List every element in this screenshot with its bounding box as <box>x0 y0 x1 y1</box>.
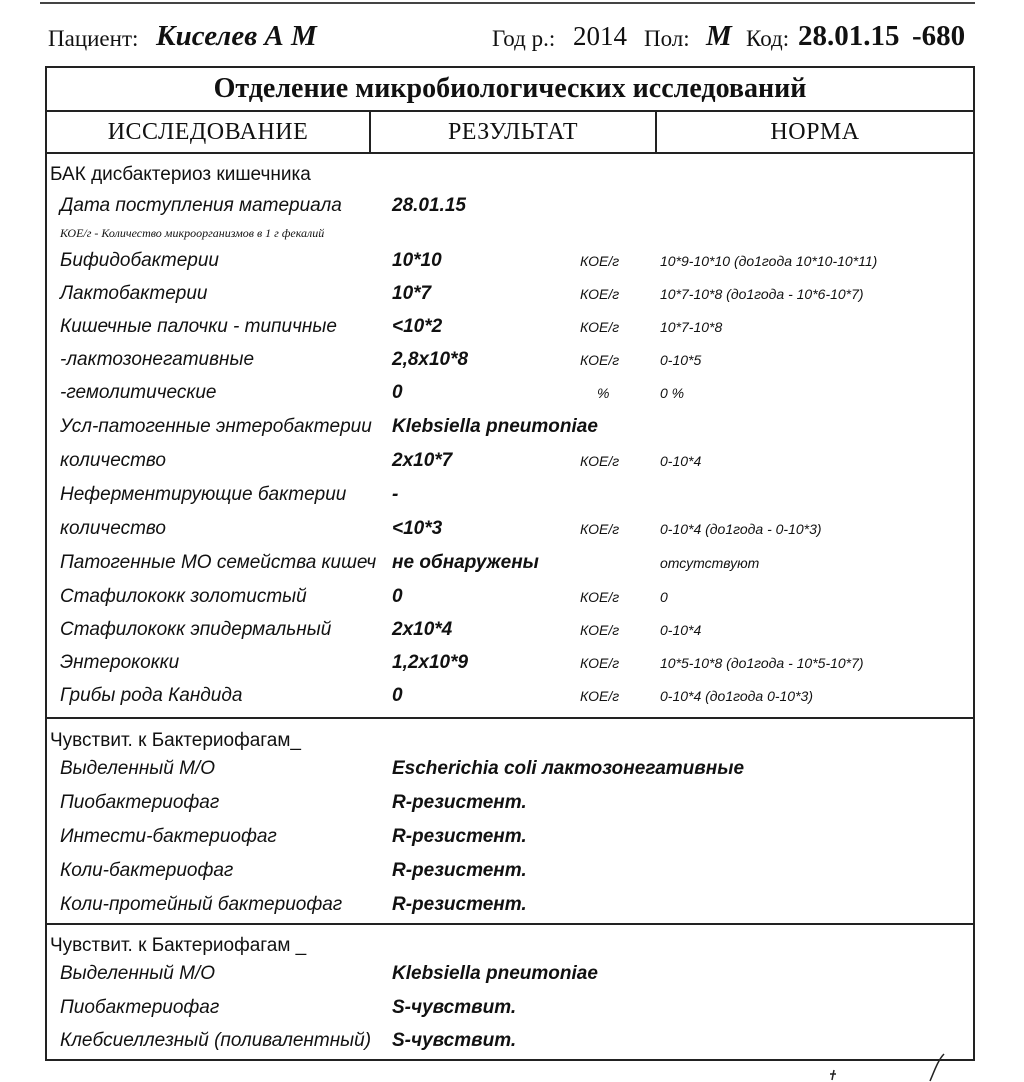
row-norm: 0 <box>660 589 668 605</box>
table-row <box>0 416 1024 446</box>
row-value: 10*10 <box>392 250 442 271</box>
row-value: - <box>392 484 399 505</box>
row-value: R-резистент. <box>392 894 527 915</box>
row-value: R-резистент. <box>392 792 527 813</box>
row-value: 2x10*4 <box>392 619 453 640</box>
row-name: Кишечные палочки - типичные <box>60 316 337 337</box>
column-header-study: ИССЛЕДОВАНИЕ <box>45 110 371 154</box>
row-value: Escherichia coli лактозонегативные <box>392 758 745 779</box>
table-row <box>0 518 1024 548</box>
row-name: количество <box>60 450 166 471</box>
row-value: 2x10*7 <box>392 450 453 471</box>
patient-label: Пациент: <box>48 26 139 51</box>
table-row <box>0 685 1024 715</box>
row-unit: КОЕ/г <box>580 319 620 335</box>
unit-note: КОЕ/г - Количество микроорганизмов в 1 г фекалий <box>60 226 325 240</box>
row-name: -лактозонегативные <box>60 349 255 370</box>
table-row <box>0 586 1024 616</box>
row-name: -гемолитические <box>60 382 217 403</box>
row-unit: КОЕ/г <box>580 453 620 469</box>
row-norm: 0-10*4 (до1года 0-10*3) <box>660 688 813 704</box>
row-name: Стафилококк золотистый <box>60 586 307 607</box>
row-name: Энтерококки <box>60 652 180 673</box>
row-value: не обнаружены <box>392 552 539 573</box>
row-norm: 0-10*4 (до1года - 0-10*3) <box>660 521 822 537</box>
row-value: 0 <box>392 382 403 403</box>
row-name: Бифидобактерии <box>60 250 219 271</box>
table-row <box>0 894 1024 924</box>
table-row <box>0 349 1024 379</box>
section-title: БАК дисбактериоз кишечника <box>50 164 311 185</box>
row-name: Выделенный М/О <box>60 758 215 779</box>
row-norm: 0-10*4 <box>660 453 702 469</box>
table-row <box>0 652 1024 682</box>
table-row <box>0 484 1024 514</box>
row-name: Стафилококк эпидермальный <box>60 619 332 640</box>
row-value: S-чувствит. <box>392 1030 517 1051</box>
table-row <box>0 250 1024 280</box>
row-name: Интести-бактериофаг <box>60 826 277 847</box>
row-value: Klebsiella pneumoniae <box>392 416 598 437</box>
column-header-result: РЕЗУЛЬТАТ <box>369 110 657 154</box>
row-value: <10*3 <box>392 518 443 539</box>
department-title: Отделение микробиологических исследований <box>45 66 975 112</box>
row-value: <10*2 <box>392 316 443 337</box>
section-title: Чувствит. к Бактериофагам_ <box>50 730 301 751</box>
table-row <box>0 316 1024 346</box>
row-norm: 0-10*5 <box>660 352 702 368</box>
table-row <box>0 552 1024 582</box>
row-value: S-чувствит. <box>392 997 517 1018</box>
table-row <box>0 450 1024 480</box>
row-value: Klebsiella pneumoniae <box>392 963 598 984</box>
row-unit: КОЕ/г <box>580 589 620 605</box>
row-norm: 10*7-10*8 <box>660 319 723 335</box>
birth-year-value: 2014 <box>573 21 627 51</box>
row-value: 0 <box>392 586 403 607</box>
section-title: Чувствит. к Бактериофагам _ <box>50 935 307 956</box>
row-value: 1,2x10*9 <box>392 652 469 673</box>
row-name: Усл-патогенные энтеробактерии <box>60 416 372 437</box>
row-unit: КОЕ/г <box>580 688 620 704</box>
row-unit: % <box>597 385 610 401</box>
row-name: Пиобактериофаг <box>60 997 220 1018</box>
patient-header <box>0 14 1024 64</box>
code-value: 28.01.15 <box>798 20 900 52</box>
table-row <box>0 826 1024 856</box>
row-name: Клебсиеллезный (поливалентный) <box>60 1030 372 1051</box>
row-norm: 0 % <box>660 385 685 401</box>
row-norm: 10*9-10*10 (до1года 10*10-10*11) <box>660 253 878 269</box>
row-name: Коли-протейный бактериофаг <box>60 894 343 915</box>
code-suffix: -680 <box>912 20 966 52</box>
table-row <box>0 283 1024 313</box>
signature-mark <box>826 1052 986 1082</box>
row-name: Лактобактерии <box>60 283 208 304</box>
row-unit: КОЕ/г <box>580 352 620 368</box>
row-name: Коли-бактериофаг <box>60 860 234 881</box>
row-unit: КОЕ/г <box>580 521 620 537</box>
row-name: Грибы рода Кандида <box>60 685 243 706</box>
row-unit: КОЕ/г <box>580 286 620 302</box>
row-unit: КОЕ/г <box>580 253 620 269</box>
birth-year-label: Год р.: <box>492 26 556 51</box>
table-row <box>0 382 1024 412</box>
column-header-norm: НОРМА <box>655 110 975 154</box>
row-name: количество <box>60 518 166 539</box>
table-row <box>0 792 1024 822</box>
row-name: Пиобактериофаг <box>60 792 220 813</box>
date-row <box>0 195 1024 225</box>
row-norm: 0-10*4 <box>660 622 702 638</box>
row-value: 0 <box>392 685 403 706</box>
table-row <box>0 963 1024 993</box>
row-name: Неферментирующие бактерии <box>60 484 347 505</box>
table-row <box>0 758 1024 788</box>
row-unit: КОЕ/г <box>580 655 620 671</box>
code-label: Код: <box>746 26 790 51</box>
date-label: Дата поступления материала <box>60 195 342 216</box>
table-row <box>0 860 1024 890</box>
row-value: 2,8x10*8 <box>392 349 469 370</box>
patient-name: Киселев А М <box>156 20 317 52</box>
row-unit: КОЕ/г <box>580 622 620 638</box>
row-value: 10*7 <box>392 283 432 304</box>
sex-label: Пол: <box>644 26 690 51</box>
row-norm: 10*7-10*8 (до1года - 10*6-10*7) <box>660 286 864 302</box>
table-row <box>0 619 1024 649</box>
top-border-line <box>40 2 975 7</box>
row-name: Выделенный М/О <box>60 963 215 984</box>
row-norm: отсутствуют <box>660 555 760 571</box>
row-value: R-резистент. <box>392 860 527 881</box>
table-row <box>0 997 1024 1027</box>
row-value: R-резистент. <box>392 826 527 847</box>
row-name: Патогенные МО семейства кишеч <box>60 552 377 573</box>
sex-value: М <box>706 20 732 52</box>
date-value: 28.01.15 <box>392 195 466 216</box>
row-norm: 10*5-10*8 (до1года - 10*5-10*7) <box>660 655 864 671</box>
